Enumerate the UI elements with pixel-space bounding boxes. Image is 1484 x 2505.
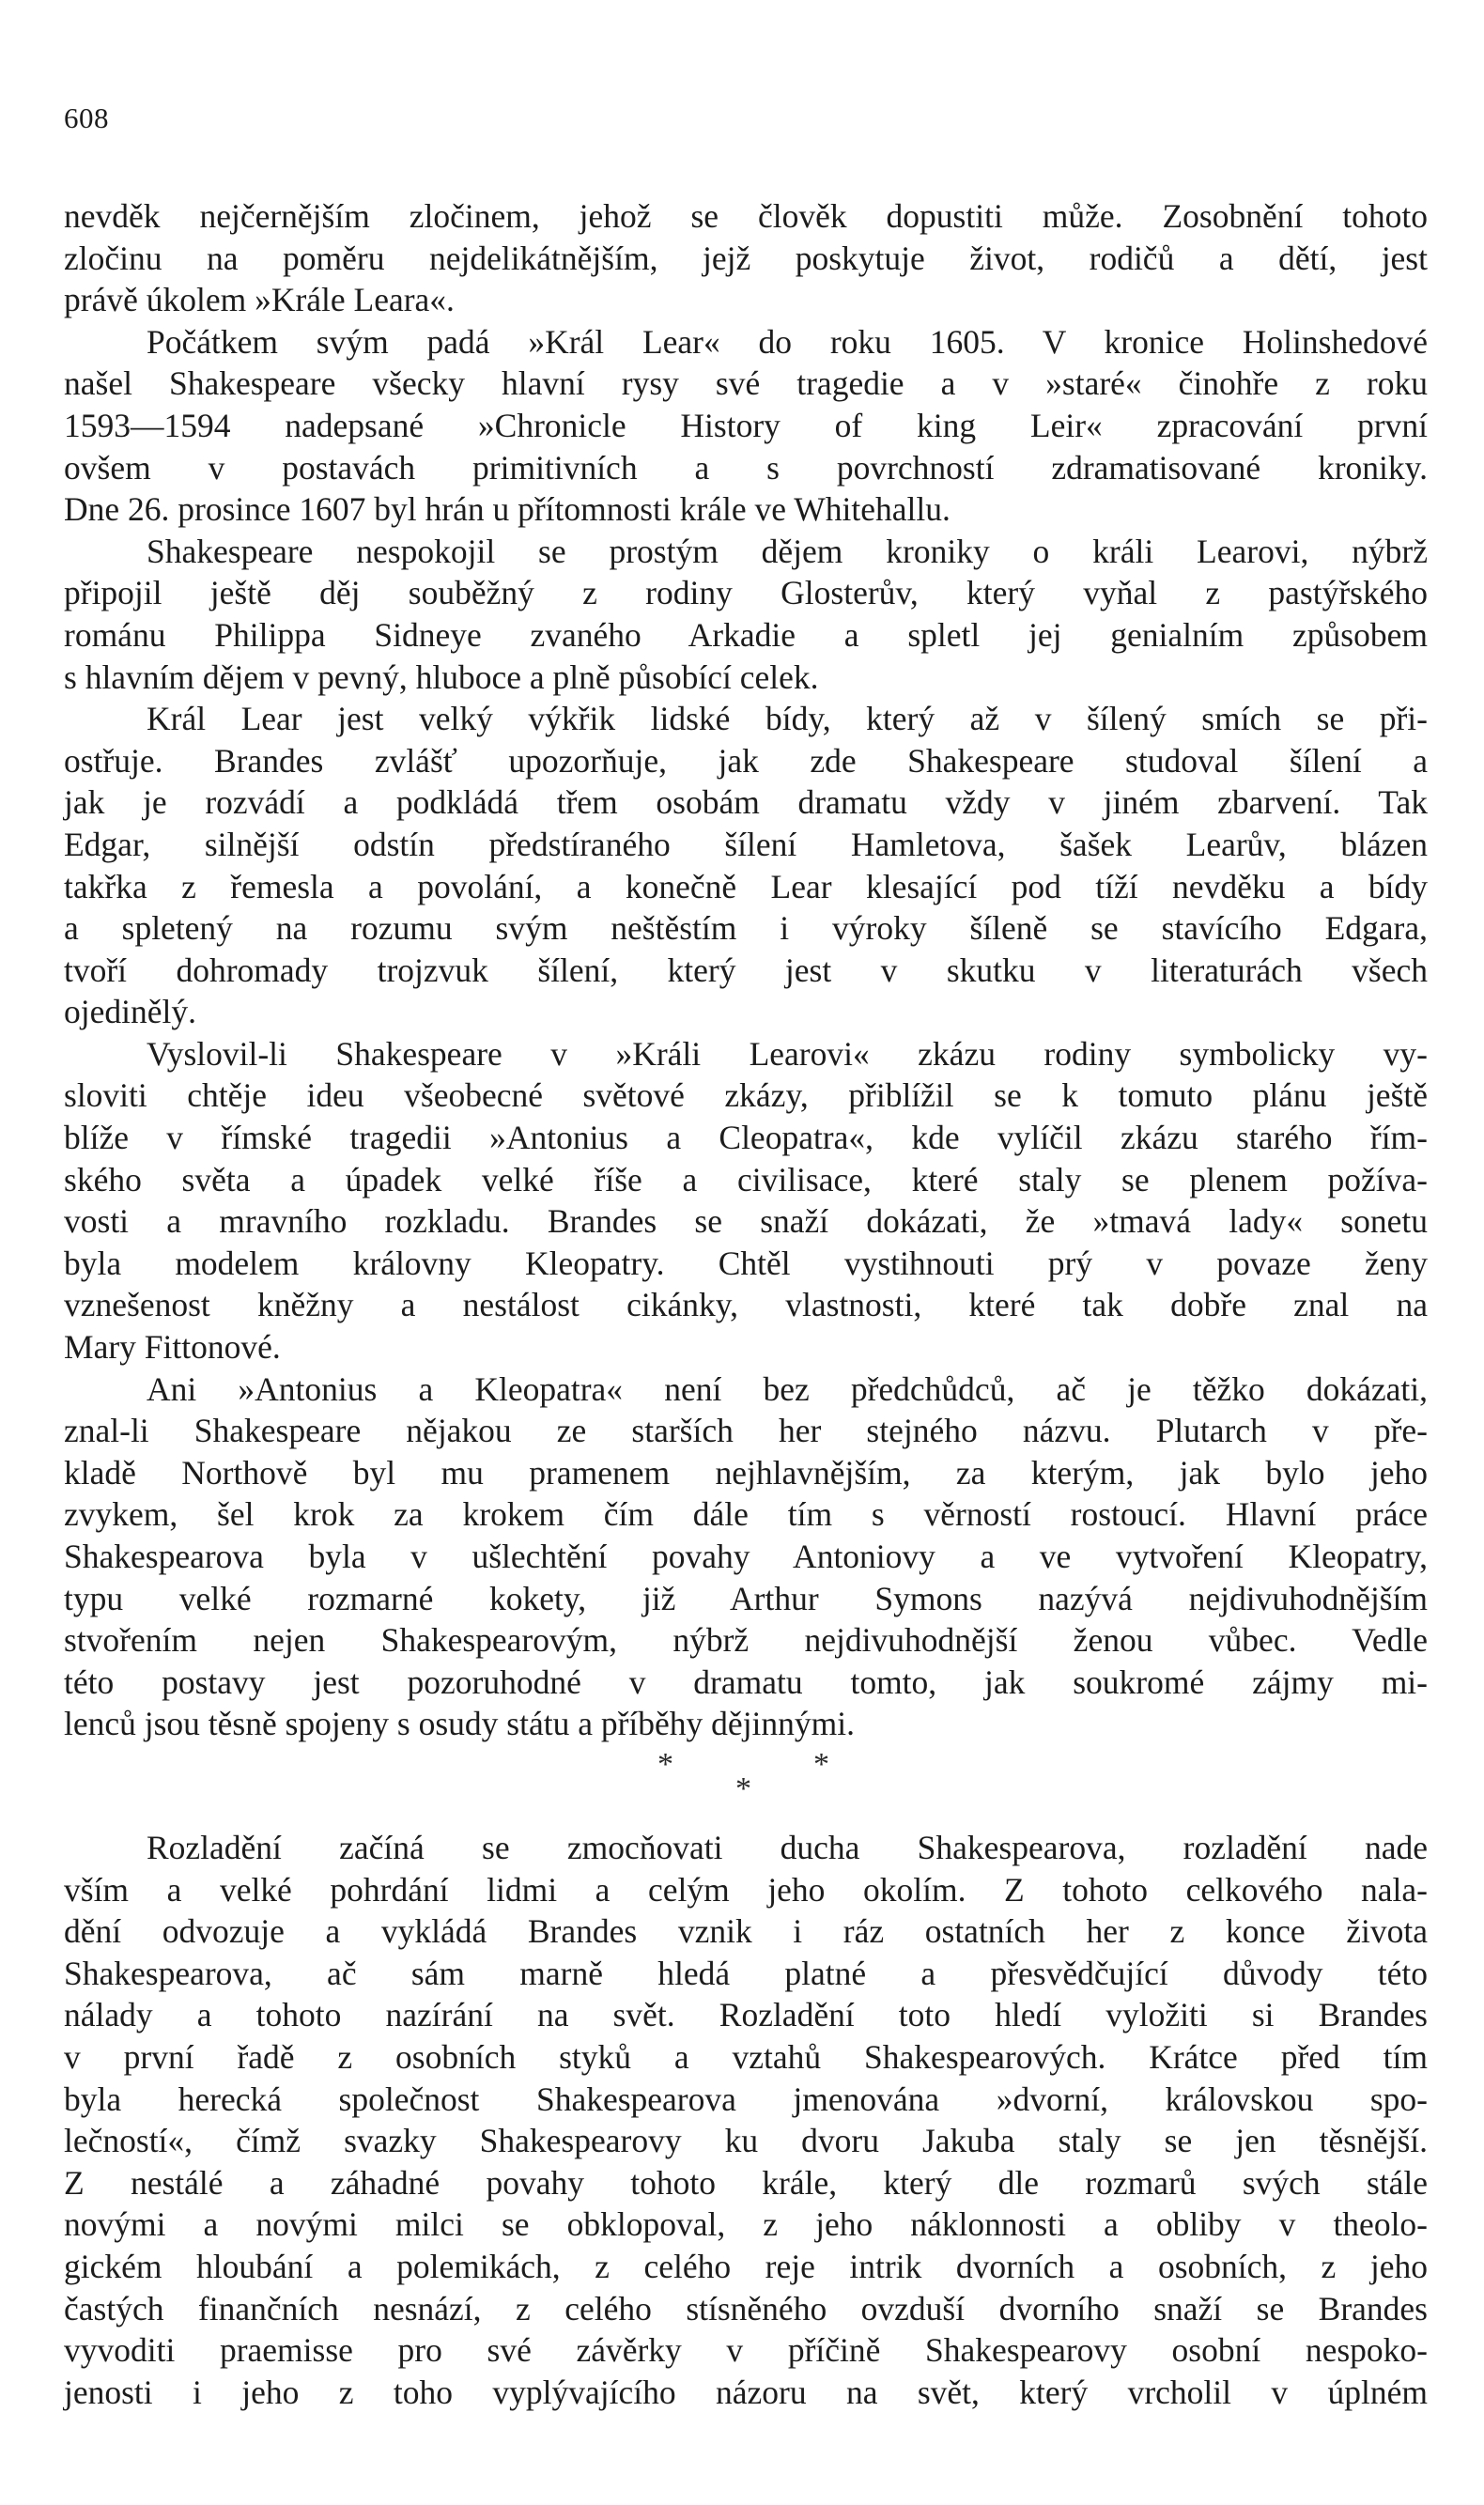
text-line: Mary Fittonové.: [64, 1328, 281, 1367]
text-line: 1593—1594 nadepsané »Chronicle History of king Leir« zpracování první: [64, 406, 1428, 444]
text-line: vznešenost kněžny a nestálost cikánky, vlastnosti, které tak dobře znal na: [64, 1286, 1428, 1324]
text-line: a spletený na rozumu svým neštěstím i výroky šíleně se stavícího Edgara,: [64, 909, 1428, 948]
text-line: této postavy jest pozoruhodné v dramatu tomto, jak soukromé zájmy mi-: [64, 1662, 1428, 1701]
text-line: vosti a mravního rozkladu. Brandes se snaží dokázati, že »tmavá lady« sonetu: [64, 1202, 1428, 1241]
text-line: stvořením nejen Shakespearovým, nýbrž nejdivuhodnější ženou vůbec. Vedle: [64, 1621, 1428, 1660]
text-line: románu Philippa Sidneye zvaného Arkadie a spletl jej genialním způsobem: [64, 615, 1428, 654]
text-line: typu velké rozmarné kokety, již Arthur Symons nazývá nejdivuhodnějším: [64, 1579, 1428, 1617]
text-line: jenosti i jeho z toho vyplývajícího názoru na svět, který vrcholil v úplném: [64, 2373, 1428, 2411]
asterisk: *: [735, 1771, 751, 1806]
text-line: ského světa a úpadek velké říše a civilisace, které staly se plenem požíva-: [64, 1160, 1428, 1198]
text-line: dění odvozuje a vykládá Brandes vznik i ráz ostatních her z konce života: [64, 1912, 1428, 1951]
text-line: lečností«, čímž svazky Shakespearovy ku dvoru Jakuba staly se jen těsnější.: [64, 2122, 1428, 2160]
text-line: jak je rozvádí a podkládá třem osobám dramatu vždy v jiném zbarvení. Tak: [64, 783, 1428, 822]
text-line: nevděk nejčernějším zločinem, jehož se člověk dopustiti může. Zosobnění tohoto: [64, 197, 1428, 235]
text-line: častých finančních nesnází, z celého stísněného ovzduší dvorního snaží se Brandes: [64, 2289, 1428, 2327]
text-line: sloviti chtěje ideu všeobecné světové zkázy, přiblížil se k tomuto plánu ještě: [64, 1076, 1428, 1115]
section-separator: [0, 1747, 1484, 1806]
text-line: Dne 26. prosince 1607 byl hrán u přítomnosti krále ve Whitehallu.: [64, 490, 951, 529]
text-line: znal-li Shakespeare nějakou ze starších her stejného názvu. Plutarch v pře-: [64, 1412, 1428, 1450]
text-line: zločinu na poměru nejdelikátnějším, jejž poskytuje život, rodičů a dětí, jest: [64, 239, 1428, 277]
text-line: byla modelem královny Kleopatry. Chtěl vystihnouti prý v povaze ženy: [64, 1244, 1428, 1282]
page-number: 608: [64, 101, 109, 134]
text-line: kladě Northově byl mu pramenem nejhlavnějším, za kterým, jak bylo jeho: [64, 1453, 1428, 1492]
text-line: Shakespearova, ač sám marně hledá platné a přesvědčující důvody této: [64, 1954, 1428, 1992]
asterisk: *: [657, 1747, 673, 1782]
text-line: právě úkolem »Krále Leara«.: [64, 281, 455, 319]
text-line: gickém hloubání a polemikách, z celého reje intrik dvorních a osobních, z jeho: [64, 2247, 1428, 2285]
text-line: blíže v římské tragedii »Antonius a Cleopatra«, kde vylíčil zkázu starého řím-: [64, 1119, 1428, 1157]
text-line: vším a velké pohrdání lidmi a celým jeho okolím. Z tohoto celkového nala-: [64, 1870, 1428, 1909]
text-line: ovšem v postavách primitivních a s povrchností zdramatisované kroniky.: [64, 448, 1428, 487]
asterisk: *: [813, 1747, 829, 1782]
text-line: ostřuje. Brandes zvlášť upozorňuje, jak zde Shakespeare studoval šílení a: [64, 741, 1428, 780]
text-line: takřka z řemesla a povolání, a konečně Lear klesající pod tíží nevděku a bídy: [64, 867, 1428, 905]
text-line: vyvoditi praemisse pro své závěrky v příčině Shakespearovy osobní nespoko-: [64, 2331, 1428, 2370]
text-line: zvykem, šel krok za krokem čím dále tím s věrností rostoucí. Hlavní práce: [64, 1495, 1428, 1534]
text-line: Shakespeare nespokojil se prostým dějem kroniky o králi Learovi, nýbrž: [147, 532, 1428, 570]
text-line: byla herecká společnost Shakespearova jmenována »dvorní, královskou spo-: [64, 2080, 1428, 2118]
text-line: našel Shakespeare všecky hlavní rysy své tragedie a v »staré« činohře z roku: [64, 364, 1428, 403]
text-line: Král Lear jest velký výkřik lidské bídy, který až v šílený smích se při-: [147, 700, 1428, 738]
text-line: s hlavním dějem v pevný, hluboce a plně působící celek.: [64, 657, 819, 696]
text-line: novými a novými milci se obklopoval, z jeho náklonnosti a obliby v theolo-: [64, 2205, 1428, 2244]
text-line: lenců jsou těsně spojeny s osudy státu a příběhy dějinnými.: [64, 1705, 856, 1743]
text-line: Z nestálé a záhadné povahy tohoto krále, který dle rozmarů svých stále: [64, 2163, 1428, 2202]
text-line: ojedinělý.: [64, 993, 196, 1031]
text-line: nálady a tohoto nazírání na svět. Rozladění toto hledí vyložiti si Brandes: [64, 1996, 1428, 2034]
paragraph-block-upper: [64, 195, 1428, 1745]
text-line: Ani »Antonius a Kleopatra« není bez předchůdců, ač je těžko dokázati,: [147, 1369, 1428, 1408]
text-line: Shakespearova byla v ušlechtění povahy Antoniovy a ve vytvoření Kleopatry,: [64, 1538, 1428, 1575]
text-line: Počátkem svým padá »Král Lear« do roku 1605. V kronice Holinshedové: [147, 322, 1428, 361]
text-line: Edgar, silnější odstín předstíraného šílení Hamletova, šašek Learův, blázen: [64, 825, 1428, 863]
paragraph-block-lower: [64, 1827, 1428, 2413]
text-line: připojil ještě děj souběžný z rodiny Glosterův, který vyňal z pastýřského: [64, 574, 1428, 612]
text-line: tvoří dohromady trojzvuk šílení, který jest v skutku v literaturách všech: [64, 951, 1428, 989]
text-line: v první řadě z osobních styků a vztahů Shakespearových. Krátce před tím: [64, 2037, 1428, 2076]
text-line: Rozladění začíná se zmocňovati ducha Shakespearova, rozladění nade: [147, 1829, 1428, 1866]
text-line: Vyslovil-li Shakespeare v »Králi Learovi« zkázu rodiny symbolicky vy-: [147, 1034, 1428, 1073]
